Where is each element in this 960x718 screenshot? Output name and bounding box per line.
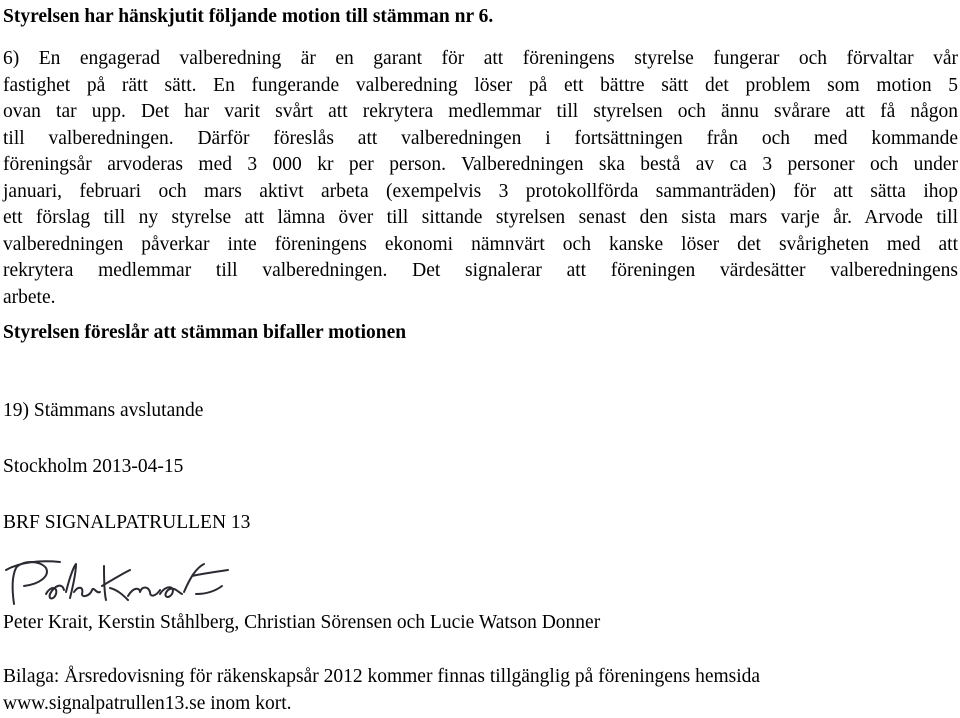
motion-line: arbete. <box>3 286 56 308</box>
organization-name: BRF SIGNALPATRULLEN 13 <box>3 512 251 533</box>
motion-line: ett förslag till ny styrelse att lämna över till sittande styrelsen senast den sista mars varje år. Arvode till <box>3 207 958 228</box>
motion-line: föreningsår arvoderas med 3 000 kr per person. Valberedningen ska bestå av ca 3 personer och under <box>3 154 958 175</box>
motion-line: till valberedningen. Därför föreslås att valberedningen i fortsättningen från och med kommande <box>3 127 958 149</box>
motion-line: ovan tar upp. Det har varit svårt att rekrytera medlemmar till styrelsen och ännu svårare att få någon <box>3 101 958 122</box>
motion-line: 6) En engagerad valberedning är en garant för att föreningens styrelse fungerar och förvaltar vår <box>3 48 958 69</box>
motion-line: rekrytera medlemmar till valberedningen. Det signalerar att föreningen värdesätter valberedningens <box>3 260 958 281</box>
motion-line: januari, februari och mars aktivt arbeta (exempelvis 3 protokollförda sammanträden) för att sätta ihop <box>3 180 958 202</box>
signatories-names: Peter Krait, Kerstin Ståhlberg, Christian Sörensen och Lucie Watson Donner <box>3 612 601 633</box>
motion-heading: Styrelsen har hänskjutit följande motion till stämman nr 6. <box>3 6 494 27</box>
motion-paragraph <box>3 46 958 311</box>
board-decision: Styrelsen föreslår att stämman bifaller motionen <box>3 322 407 343</box>
attachment-note <box>3 664 760 717</box>
motion-line: fastighet på rätt sätt. En fungerande valberedning löser på ett bättre sätt det problem som motion 5 <box>3 74 958 96</box>
attachment-line: Bilaga: Årsredovisning för räkenskapsår 2012 kommer finnas tillgänglig på föreningens hemsida <box>3 666 761 687</box>
handwritten-signature <box>0 556 240 614</box>
attachment-line: www.signalpatrullen13.se inom kort. <box>3 692 292 714</box>
motion-line: valberedningen påverkar inte föreningens ekonomi nämnvärt och kanske löser det svårigheten med att <box>3 233 958 255</box>
place-date: Stockholm 2013-04-15 <box>3 456 184 477</box>
agenda-item-closing: 19) Stämmans avslutande <box>3 400 204 421</box>
